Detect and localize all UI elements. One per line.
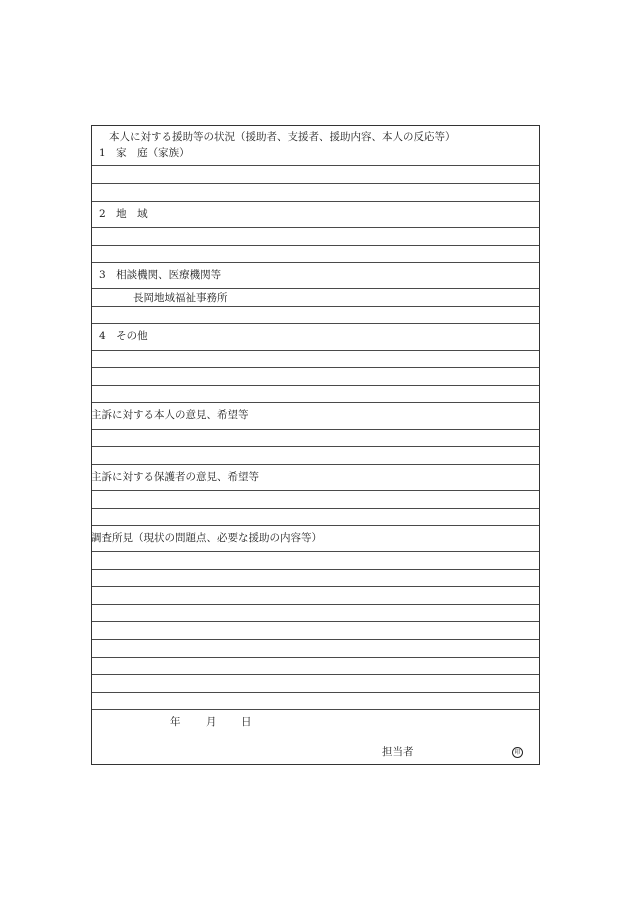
- writing-line: [92, 385, 539, 386]
- section-findings-label: 調査所見（現状の問題点、必要な援助の内容等）: [91, 532, 322, 544]
- section-divider: [92, 262, 539, 263]
- person-in-charge-label: 担当者: [382, 746, 414, 758]
- writing-line: [92, 657, 539, 658]
- form-title: 本人に対する援助等の状況（援助者、支援者、援助内容、本人の反応等）: [109, 131, 456, 143]
- writing-line: [92, 367, 539, 368]
- section-community-label: 2 地 域: [99, 208, 148, 220]
- section-family-label: 1 家 庭（家族）: [99, 147, 190, 159]
- writing-line: [92, 350, 539, 351]
- writing-line: [92, 508, 539, 509]
- writing-line: [92, 165, 539, 166]
- section-divider: [92, 464, 539, 465]
- writing-line: [92, 586, 539, 587]
- date-month-label: 月: [206, 716, 217, 728]
- section-agencies-label: 3 相談機関、医療機関等: [99, 269, 222, 281]
- writing-line: [92, 551, 539, 552]
- writing-line: [92, 306, 539, 307]
- section-divider: [92, 402, 539, 403]
- record-form: [91, 125, 540, 765]
- writing-line: [92, 288, 539, 289]
- date-day-label: 日: [241, 716, 252, 728]
- section-divider: [92, 323, 539, 324]
- section-self-opinion-label: 主訴に対する本人の意見、希望等: [91, 409, 249, 421]
- seal-mark: 印: [512, 747, 523, 758]
- agencies-entry: 長岡地域福祉事務所: [133, 292, 228, 304]
- writing-line: [92, 227, 539, 228]
- writing-line: [92, 604, 539, 605]
- section-guardian-opinion-label: 主訴に対する保護者の意見、希望等: [91, 471, 259, 483]
- date-year-label: 年: [170, 716, 181, 728]
- writing-line: [92, 490, 539, 491]
- writing-line: [92, 183, 539, 184]
- writing-line: [92, 569, 539, 570]
- signature-divider: [92, 709, 539, 710]
- writing-line: [92, 446, 539, 447]
- section-other-label: 4 その他: [99, 330, 148, 342]
- writing-line: [92, 674, 539, 675]
- section-divider: [92, 201, 539, 202]
- writing-line: [92, 692, 539, 693]
- writing-line: [92, 621, 539, 622]
- section-divider: [92, 525, 539, 526]
- writing-line: [92, 429, 539, 430]
- writing-line: [92, 639, 539, 640]
- writing-line: [92, 245, 539, 246]
